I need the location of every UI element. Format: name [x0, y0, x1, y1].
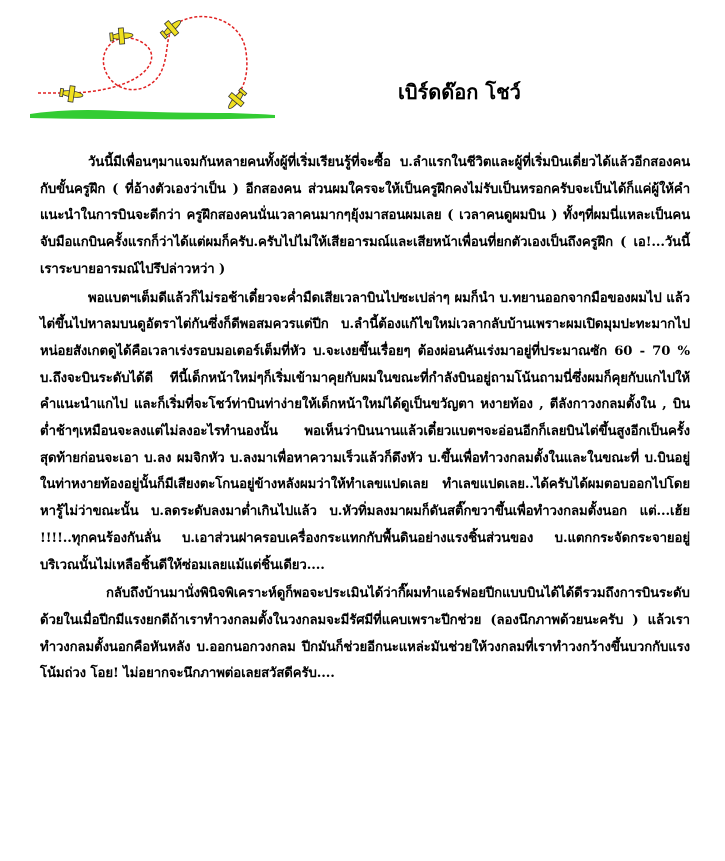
article-body: [40, 150, 690, 690]
airplane-icon: [158, 15, 186, 42]
aerobatics-illustration: [30, 10, 290, 130]
airplane-icon: [223, 86, 250, 114]
paragraph: กลับถึงบ้านมานั่งพินิจพิเคราะห์ดูก็พอจะประเมินได้ว่ากิ๊ผมทำแอร์ฟอยปีกแบบบินได้ได้ดีรวมถึงการบินระดับด้วยในเมื่อปีกมีแรงยกดีถ้าเราทำวงกลมตั้งในวงกลมจะมีรัศมีที่แคบเพราะปีกช่วย (ลองนึกภาพด้วยนะครับ ) แล้วเราทำวงกลมตั้งนอกคือหันหลัง บ.ออกนอกวงกลม ปีกมันก็ช่วยอีกนะแหล่ะมันช่วยให้วงกลมที่เราทำวงกว้างขึ้นบวกกับแรงโน้มถ่วง โอย! ไม่อยากจะนึกภาพต่อเลยสวัสดีครับ....: [40, 586, 690, 682]
airplane-icon: [59, 84, 84, 103]
paragraph: วันนี้มีเพื่อนๆมาแจมกันหลายคนทั้งผู้ที่เริ่มเรียนรู้ที่จะซื้อ บ.ลำแรกในชีวิตและผู้ที่เริ่มบินเดี่ยวได้แล้วอีกสองคนกับขั้นครูฝึก ( ที่อ้างตัวเองว่าเป็น ) อีกสองคน ส่วนผมใครจะให้เป็นครูฝึกคงไม่รับเป็นหรอกครับจะเป็นได้ก็แค่ผู้ให้คำแนะนำในการบินจะดีกว่า ครูฝึกสองคนนั่นเวลาคนมากๆยุ้งมาสอนผมเลย ( เวลาคนดูผมบิน ) ทั้งๆที่ผมนี่แหละเป็นคนจับมือแกบินครั้งแรกก็ว่าได้แต่ผมก็ครับ.ครับไปไม่ให้เสียอารมณ์และเสียหน้าเพื่อนที่ยกตัวเองเป็นถึงครูฝึก ( เอ!...วันนี้เราระบายอารมณ์ไปรึปล่าวหว่า ): [40, 155, 690, 277]
header: [0, 0, 725, 140]
paragraph: พอแบตฯเต็มดีแล้วก็ไม่รอช้าเดี๋ยวจะค่ำมืดเสียเวลาบินไปซะเปล่าๆ ผมก็นำ บ.ทยานออกจากมือของผมไป แล้วไต่ขึ้นไปหาลมบนดูอัตราไต่กันซึ่งก็ดีพอสมควรแต่ปีก บ.ลำนี้ต้องแก้ไขใหม่เวลากลับบ้านเพราะผมเปิดมุมปะทะมากไปหน่อยสังเกตดูได้คือเวลาเร่งรอบมอเตอร์เต็มที่หัว บ.จะเงยขึ้นเรื่อยๆ ต้องผ่อนคันเร่งมาอยู่ที่ประมาณซัก 60 - 70 % บ.ถึงจะบินระดับได้ดี ทีนี้เด็กหน้าใหม่ๆก็เริ่มเข้ามาคุยกับผมในขณะที่กำลังบินอยู่ถามโน้นถามนี่ซึ่งผมก็คุยกับแกไปให้คำแนะนำแกไป และก็เริ่มที่จะโชว์ท่าบินท่าง่ายให้เด็กหน้าใหม่ได้ดูเป็นขวัญตา หงายท้อง , ตีลังกาวงกลมตั้งใน , บินต่ำช้าๆเหมือนจะลงแต่ไม่ลงอะไรทำนองนั้น พอเห็นว่าบินนานแล้วเดี๋ยวแบตฯจะอ่อนอีกก็เลยบินไต่ขึ้นสูงอีกเป็นครั้งสุดท้ายก่อนจะเอา บ.ลง ผมจิกหัว บ.ลงมาเพื่อหาความเร็วแล้วก็ดึงหัว บ.ขึ้นเพื่อทำวงกลมตั้งในและในขณะที่ บ.บินอยู่ในท่าหงายท้องอยู่นั้นก็มีเสียงตะโกนอยู่ข้างหลังผมว่าให้ทำเลขแปดเลย ทำเลขแปดเลย..ได้ครับได้ผมตอบออกไปโดยหารู้ไม่ว่าขณะนั้น บ.ลดระดับลงมาต่ำเกินไปแล้ว บ.หัวทิ่มลงมาผมก็ดันสติ๊กขวาขึ้นเพื่อทำวงกลมตั้งนอก แต่...เฮ้ย !!!!..ทุกคนร้องกันลั่น บ.เอาส่วนฝาครอบเครื่องกระแทกกับพื้นดินอย่างแรงชิ้นส่วนของ บ.แตกกระจัดกระจายอยู่บริเวณนั้นไม่เหลือชิ้นดีให้ซ่อมเลยแม้แต่ชิ้นเดียว....: [40, 290, 690, 573]
page-title: เบิร์ดด๊อก โชว์: [398, 80, 521, 104]
ground-grass: [30, 110, 275, 119]
